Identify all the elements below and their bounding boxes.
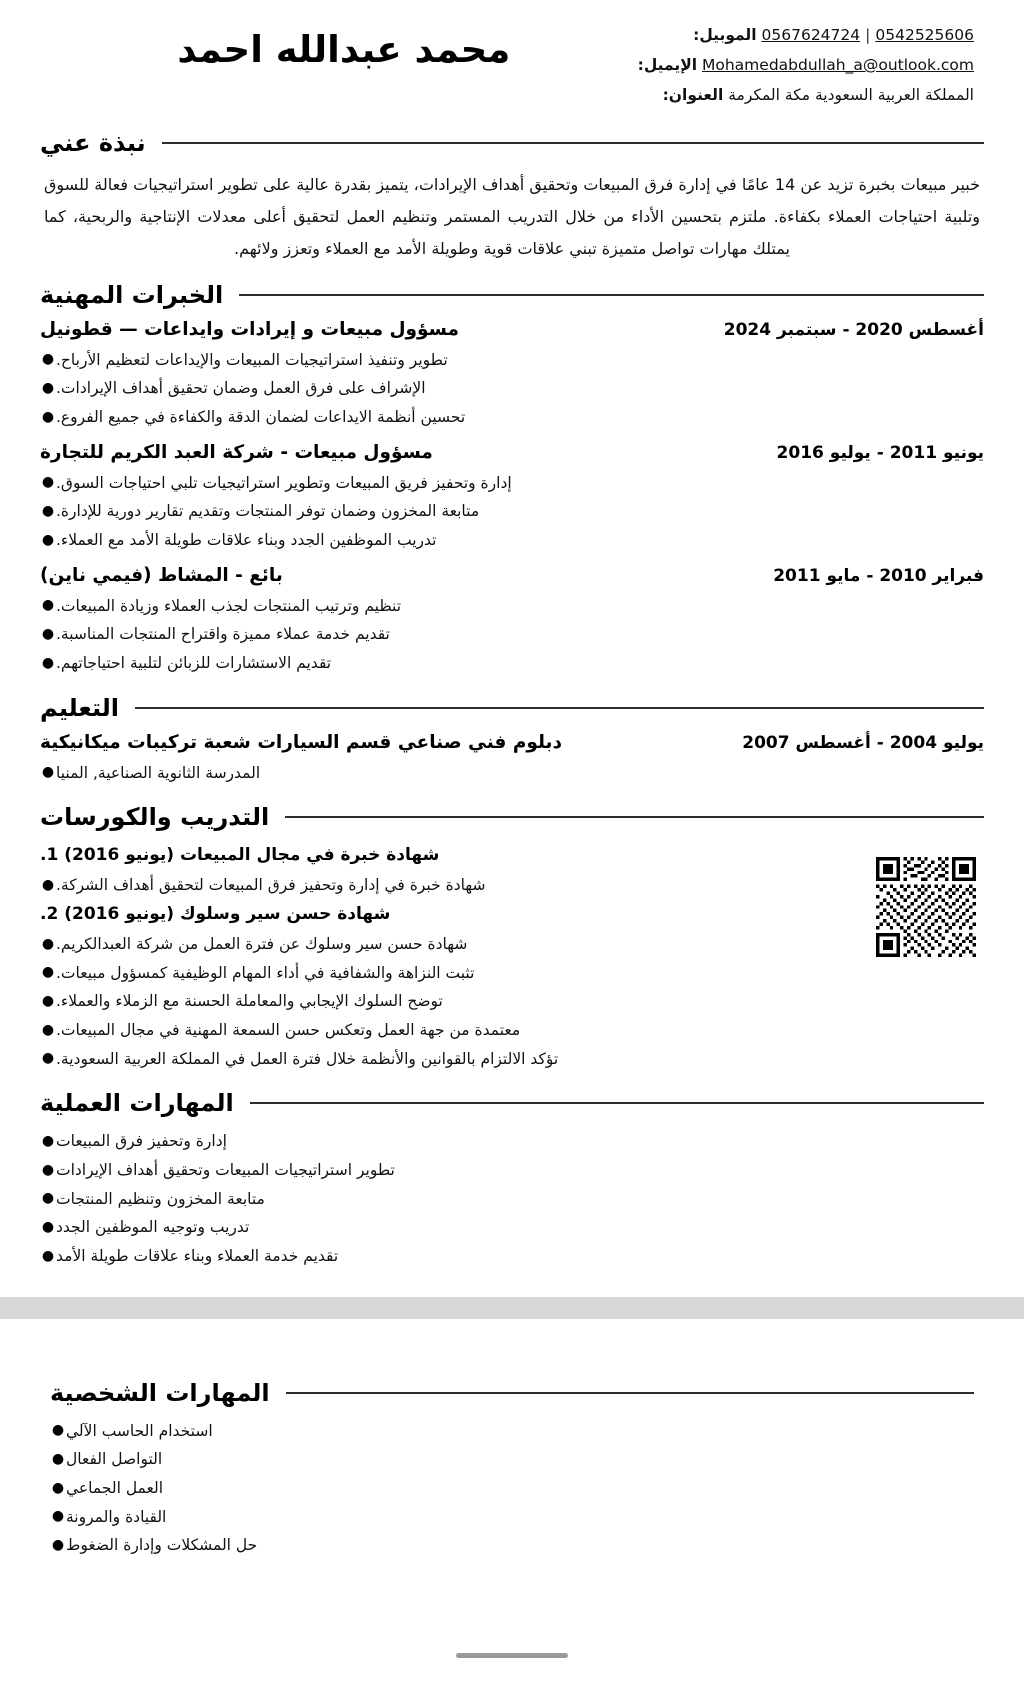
bullet-text: معتمدة من جهة العمل وتعكس حسن السمعة المهنية في مجال المبيعات. <box>56 1021 521 1040</box>
course-bullets <box>40 871 864 900</box>
list-item <box>40 1127 984 1156</box>
bullet-text: التواصل الفعال <box>66 1450 163 1469</box>
bullet-dot-icon: ● <box>51 1450 65 1467</box>
personal-skills-list <box>50 1417 974 1560</box>
bullet-text: شهادة حسن سير وسلوك عن فترة العمل من شركة العبدالكريم. <box>56 935 468 954</box>
bullet-dot-icon: ● <box>41 876 55 893</box>
experience-date: أغسطس 2020 - سبتمبر 2024 <box>723 319 984 340</box>
courses-body-wrap <box>40 841 984 1073</box>
section-rule <box>286 1392 974 1394</box>
bullet-text: شهادة خبرة في إدارة وتحفيز فرق المبيعات لتحقيق أهداف الشركة. <box>56 876 486 895</box>
section-header-practical-skills <box>40 1089 984 1117</box>
section-header-education <box>40 694 984 722</box>
list-item <box>40 497 984 526</box>
section-experience <box>40 281 984 678</box>
bullet-text: القيادة والمرونة <box>66 1507 167 1526</box>
contact-email-line <box>638 50 974 80</box>
section-title-courses: التدريب والكورسات <box>40 803 270 832</box>
section-header-personal-skills <box>50 1379 974 1407</box>
section-rule <box>250 1102 984 1104</box>
list-item <box>40 871 864 900</box>
education-entry <box>40 732 984 788</box>
list-item <box>50 1503 974 1532</box>
education-bullets <box>40 759 984 788</box>
list-item <box>40 1045 864 1074</box>
section-rule <box>162 142 984 144</box>
bullet-text: تدريب الموظفين الجدد وبناء علاقات طويلة الأمد مع العملاء. <box>56 531 437 550</box>
list-item <box>40 1156 984 1185</box>
bullet-dot-icon: ● <box>41 764 55 781</box>
experience-date: فبراير 2010 - مايو 2011 <box>773 565 984 586</box>
section-header-about <box>40 129 984 157</box>
list-item <box>40 959 864 988</box>
education-degree: دبلوم فني صناعي قسم السيارات شعبة تركيبات ميكانيكية <box>40 731 562 753</box>
list-item <box>40 403 984 432</box>
page-separator <box>0 1297 1024 1319</box>
list-item <box>50 1445 974 1474</box>
experience-role: بائع - المشاط (فيمي ناين) <box>40 564 283 586</box>
section-courses <box>40 803 984 1073</box>
bullet-text: حل المشكلات وإدارة الضغوط <box>66 1536 258 1555</box>
address-value: المملكة العربية السعودية مكة المكرمة <box>728 86 974 105</box>
experience-entry <box>40 565 984 678</box>
bullet-dot-icon: ● <box>41 1218 55 1235</box>
experience-date: يونيو 2011 - يوليو 2016 <box>776 442 984 463</box>
list-item <box>40 1242 984 1271</box>
experience-entry-header <box>40 319 984 340</box>
experience-entry-header <box>40 565 984 586</box>
bullet-text: تطوير استراتيجيات المبيعات وتحقيق أهداف الإيرادات <box>56 1161 395 1180</box>
list-item <box>40 469 984 498</box>
bullet-text: استخدام الحاسب الآلي <box>66 1421 213 1440</box>
list-item <box>40 1213 984 1242</box>
section-about <box>40 129 984 265</box>
section-title-personal-skills: المهارات الشخصية <box>50 1378 270 1407</box>
education-school: المدرسة الثانوية الصناعية, المنيا <box>56 763 261 782</box>
home-indicator[interactable] <box>456 1653 568 1658</box>
list-item <box>40 346 984 375</box>
experience-role: مسؤول مبيعات و إيرادات وايداعات — قطونيل <box>40 318 459 340</box>
email-value: Mohamedabdullah_a@outlook.com <box>702 56 974 75</box>
list-item <box>40 930 864 959</box>
bullet-dot-icon: ● <box>41 992 55 1009</box>
bullet-dot-icon: ● <box>41 1190 55 1207</box>
bullet-text: تحسين أنظمة الايداعات لضمان الدقة والكفاءة في جميع الفروع. <box>56 408 466 426</box>
bullet-text: إدارة وتحفيز فريق المبيعات وتطوير استراتيجيات تلبي احتياجات السوق. <box>56 473 512 492</box>
list-item <box>40 987 864 1016</box>
contact-mobile-line <box>638 20 974 50</box>
bullet-dot-icon: ● <box>41 1050 55 1067</box>
list-item <box>50 1531 974 1560</box>
bullet-dot-icon: ● <box>41 474 55 491</box>
bullet-text: تطوير وتنفيذ استراتيجيات المبيعات والإيداعات لتعظيم الأرباح. <box>56 350 448 369</box>
list-item <box>40 620 984 649</box>
bullet-dot-icon: ● <box>41 625 55 642</box>
bullet-dot-icon: ● <box>41 1247 55 1264</box>
mobile-number-2: 0567624724 <box>761 26 861 44</box>
list-item <box>40 759 984 788</box>
qr-code-icon <box>876 857 976 957</box>
bullet-text: تقديم خدمة عملاء مميزة واقتراح المنتجات المناسبة. <box>56 625 390 644</box>
bullet-dot-icon: ● <box>41 1161 55 1178</box>
bullet-text: تنظيم وترتيب المنتجات لجذب العملاء وزيادة المبيعات. <box>56 596 402 615</box>
bullet-dot-icon: ● <box>51 1537 65 1553</box>
experience-entry <box>40 319 984 432</box>
mobile-number-1: 0542525606 <box>875 26 974 44</box>
email-label: الإيميل: <box>637 56 698 75</box>
home-indicator-bar <box>0 1639 1024 1673</box>
list-item <box>40 526 984 555</box>
bullet-dot-icon: ● <box>51 1508 65 1525</box>
practical-skills-list <box>40 1127 984 1270</box>
bullet-dot-icon: ● <box>41 502 55 519</box>
experience-entry-header <box>40 442 984 463</box>
about-text: خبير مبيعات بخبرة تزيد عن 14 عامًا في إدارة فرق المبيعات وتحقيق أهداف الإيرادات، يتميز بقدرة عالية على تطوير استراتيجيات فعالة للسوق وتلبية احتياجات العملاء بكفاءة. ملتزم بتحسين الأداء من خلال التدريب المستمر وتنظيم العمل لتحقيق أعلى معدلات الإنتاجية والربحية، كما يمتلك مهارات تواصل متميزة تبني علاقات قوية وطويلة الأمد مع العملاء وتعزز ولائهم. <box>44 174 981 258</box>
list-item <box>40 592 984 621</box>
mobile-separator: | <box>865 26 871 44</box>
course-number: 1. <box>40 845 59 866</box>
section-rule <box>285 816 984 818</box>
education-entry-header <box>40 732 984 753</box>
section-title-about: نبذة عني <box>40 128 146 157</box>
address-label: العنوان: <box>662 86 724 105</box>
bullet-dot-icon: ● <box>41 531 55 548</box>
bullet-dot-icon: ● <box>41 935 55 952</box>
bullet-dot-icon: ● <box>51 1479 65 1496</box>
bullet-dot-icon: ● <box>41 1132 55 1149</box>
bullet-text: تدريب وتوجيه الموظفين الجدد <box>56 1218 250 1237</box>
bullet-text: تقديم خدمة العملاء وبناء علاقات طويلة الأمد <box>56 1247 339 1266</box>
mobile-label: الموبيل: <box>693 26 757 44</box>
course-title <box>40 845 864 865</box>
experience-bullets <box>40 469 984 555</box>
list-item <box>50 1474 974 1503</box>
resume-page-2 <box>0 1319 1024 1639</box>
experience-bullets <box>40 592 984 678</box>
course-number: 2. <box>40 904 59 925</box>
education-date: يوليو 2004 - أغسطس 2007 <box>742 732 984 753</box>
bullet-text: الإشراف على فرق العمل وضمان تحقيق أهداف الإيرادات. <box>56 379 426 398</box>
bullet-dot-icon: ● <box>51 1422 65 1439</box>
bullet-text: تثبت النزاهة والشفافية في أداء المهام الوظيفية كمسؤول مبيعات. <box>56 963 475 982</box>
bullet-text: متابعة المخزون وتنظيم المنتجات <box>56 1189 265 1208</box>
bullet-text: العمل الجماعي <box>66 1479 164 1498</box>
experience-entry <box>40 442 984 555</box>
section-header-courses <box>40 803 984 831</box>
course-bullets <box>40 930 864 1073</box>
bullet-dot-icon: ● <box>41 351 55 368</box>
contact-address-line <box>638 80 974 110</box>
course-name: شهادة خبرة في مجال المبيعات (يونيو 2016) <box>64 845 440 866</box>
bullet-dot-icon: ● <box>41 654 55 671</box>
list-item <box>50 1417 974 1446</box>
candidate-name: محمد عبدالله احمد <box>177 28 511 71</box>
contact-block <box>638 20 974 111</box>
section-title-experience: الخبرات المهنية <box>40 280 224 309</box>
experience-bullets <box>40 346 984 432</box>
section-practical-skills <box>40 1089 984 1270</box>
section-title-education: التعليم <box>40 693 119 722</box>
bullet-text: تؤكد الالتزام بالقوانين والأنظمة خلال فترة العمل في المملكة العربية السعودية. <box>56 1049 559 1068</box>
experience-role: مسؤول مبيعات - شركة العبد الكريم للتجارة <box>40 441 433 463</box>
bullet-dot-icon: ● <box>41 964 55 981</box>
list-item <box>40 1016 864 1045</box>
section-education <box>40 694 984 788</box>
list-item <box>40 374 984 403</box>
resume-header <box>40 14 984 113</box>
bullet-dot-icon: ● <box>41 597 55 614</box>
courses-list <box>40 841 864 1073</box>
bullet-text: متابعة المخزون وضمان توفر المنتجات وتقديم تقارير دورية للإدارة. <box>56 502 480 521</box>
section-rule <box>135 707 984 709</box>
course-title <box>40 904 864 924</box>
bullet-dot-icon: ● <box>41 408 55 425</box>
section-personal-skills <box>50 1379 974 1560</box>
course-name: شهادة حسن سير وسلوك (يونيو 2016) <box>64 904 391 925</box>
list-item <box>40 649 984 678</box>
bullet-text: توضح السلوك الإيجابي والمعاملة الحسنة مع الزملاء والعملاء. <box>56 992 443 1011</box>
section-header-experience <box>40 281 984 309</box>
section-rule <box>239 294 984 296</box>
bullet-dot-icon: ● <box>41 1021 55 1038</box>
bullet-text: تقديم الاستشارات للزبائن لتلبية احتياجاتهم. <box>56 654 332 673</box>
bullet-text: إدارة وتحفيز فرق المبيعات <box>56 1132 227 1151</box>
bullet-dot-icon: ● <box>41 379 55 396</box>
list-item <box>40 1185 984 1214</box>
section-title-practical-skills: المهارات العملية <box>40 1089 234 1118</box>
